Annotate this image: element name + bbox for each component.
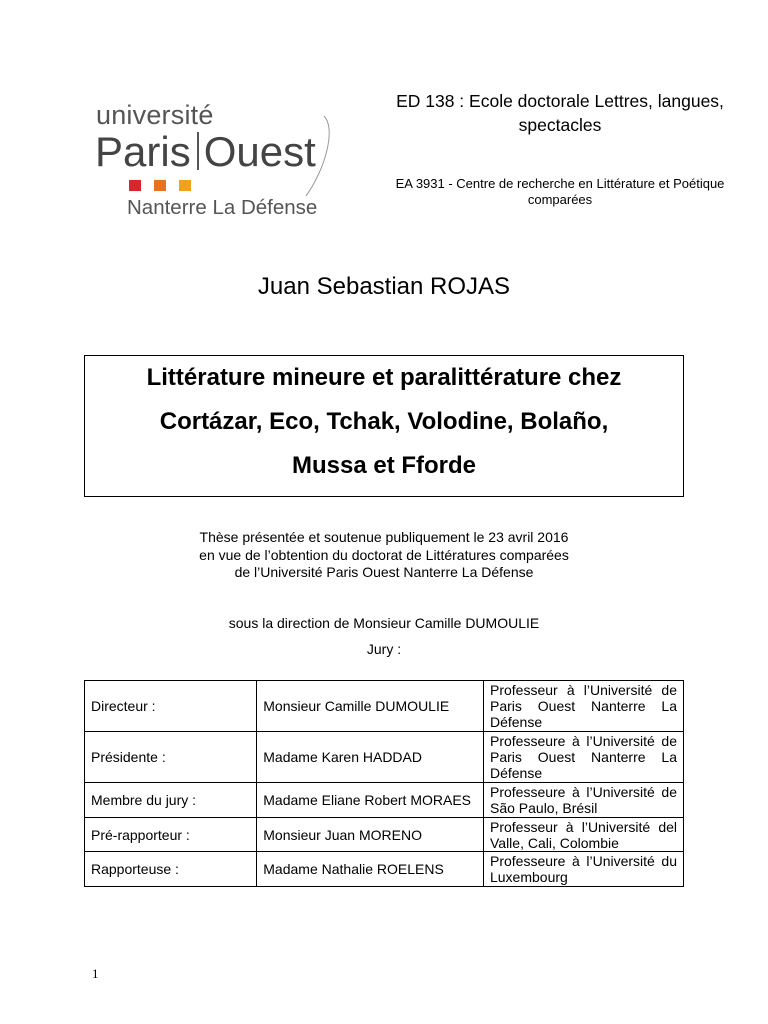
table-row — [85, 852, 684, 887]
ed-line-1: ED 138 : Ecole doctorale Lettres, langues, — [396, 91, 724, 111]
ea-line-2: comparées — [527, 192, 593, 207]
jury-member-name: Monsieur Camille DUMOULIE — [257, 681, 484, 732]
ea-line-1: EA 3931 - Centre de recherche en Littérature et Poétique — [395, 176, 725, 191]
jury-member-name: Monsieur Juan MORENO — [257, 818, 484, 852]
logo-line-paris-ouest — [95, 129, 316, 175]
title-line-1: Littérature mineure et paralittérature chez — [146, 364, 622, 391]
direction-line: sous la direction de Monsieur Camille DUMOULIE — [228, 615, 540, 631]
jury-affiliation: Professeure à l’Université de São Paulo, Brésil — [483, 783, 683, 818]
table-row — [85, 818, 684, 852]
author-name: Juan Sebastian ROJAS — [257, 273, 511, 300]
table-row — [85, 681, 684, 732]
jury-role: Pré-rapporteur : — [85, 818, 257, 852]
jury-affiliation: Professeure à l’Université du Luxembourg — [483, 852, 683, 887]
logo-square-yellow — [179, 180, 191, 191]
jury-member-name: Madame Eliane Robert MORAES — [257, 783, 484, 818]
logo-square-red — [129, 180, 141, 191]
title-line-2: Cortázar, Eco, Tchak, Volodine, Bolaño, — [159, 408, 609, 435]
page-number: 1 — [92, 966, 99, 981]
table-row — [85, 783, 684, 818]
doctoral-school — [360, 89, 760, 137]
logo-divider — [197, 132, 199, 170]
thesis-line-3: de l’Université Paris Ouest Nanterre La Défense — [234, 564, 534, 580]
jury-role: Présidente : — [85, 732, 257, 783]
logo-swoosh-icon — [296, 108, 366, 208]
title-line-3: Mussa et Fforde — [291, 452, 477, 479]
thesis-line-2: en vue de l’obtention du doctorat de Littératures comparées — [199, 546, 569, 563]
jury-table — [84, 680, 684, 887]
logo-line-nanterre: Nanterre La Défense — [127, 196, 318, 219]
jury-affiliation: Professeur à l’Université del Valle, Cali, Colombie — [483, 818, 683, 852]
ed-line-2: spectacles — [518, 115, 602, 135]
jury-label: Jury : — [366, 641, 402, 657]
jury-affiliation: Professeur à l’Université de Paris Ouest Nanterre La Défense — [483, 681, 683, 732]
research-center — [360, 176, 760, 208]
thesis-title-box — [84, 355, 684, 497]
jury-member-name: Madame Nathalie ROELENS — [257, 852, 484, 887]
jury-role: Membre du jury : — [85, 783, 257, 818]
jury-role: Rapporteuse : — [85, 852, 257, 887]
logo-square-orange — [154, 180, 166, 191]
jury-affiliation: Professeure à l’Université de Paris Ouest Nanterre La Défense — [483, 732, 683, 783]
jury-role: Directeur : — [85, 681, 257, 732]
logo-word-paris: Paris — [95, 128, 191, 175]
logo-line-universite: université — [96, 100, 214, 130]
university-logo — [96, 100, 341, 220]
jury-member-name: Madame Karen HADDAD — [257, 732, 484, 783]
thesis-line-1: Thèse présentée et soutenue publiquement le 23 avril 2016 — [199, 529, 569, 545]
thesis-statement — [0, 529, 768, 582]
logo-word-ouest: Ouest — [203, 128, 316, 175]
table-row — [85, 732, 684, 783]
